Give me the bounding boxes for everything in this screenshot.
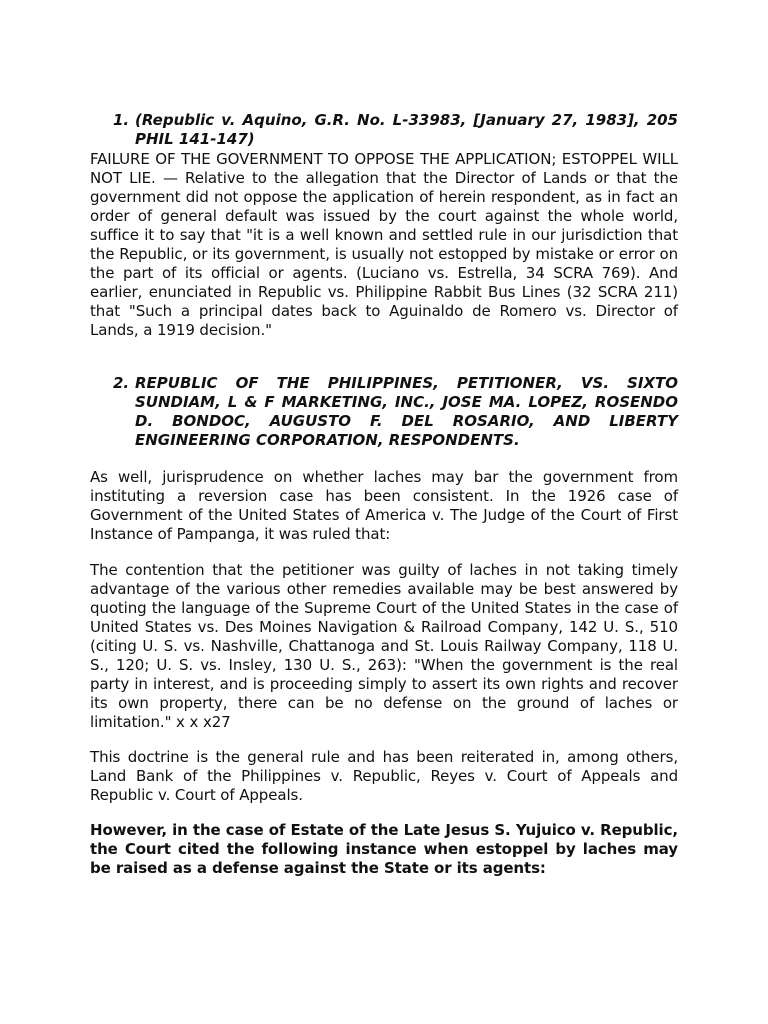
list-number: 2.: [113, 374, 130, 392]
laches-intro-paragraph: As well, jurisprudence on whether laches may bar the government from instituting a reversion case has been consistent. In the 1926 case of Government of the United States of America v. The Judge of the Court of First Instance of Pampanga, it was ruled that:: [90, 468, 678, 543]
case-citation: (Republic v. Aquino, G.R. No. L-33983, [January 27, 1983], 205 PHIL 141-147): [135, 111, 678, 148]
document-page: [90, 111, 678, 878]
case-heading-1: [113, 111, 678, 149]
syllabus-paragraph: FAILURE OF THE GOVERNMENT TO OPPOSE THE APPLICATION; ESTOPPEL WILL NOT LIE. — Relative to the allegation that the Director of Lands or that the government did not oppose the application of herein respondent, as in fact an order of general default was issued by the court against the whole world, suffice it to say that "it is a well known and settled rule in our jurisdiction that the Republic, or its government, is usually not estopped by mistake or error on the part of its official or agents. (Luciano vs. Estrella, 34 SCRA 769). And earlier, enunciated in Republic vs. Philippine Rabbit Bus Lines (32 SCRA 211) that "Such a principal dates back to Aguinaldo de Romero vs. Director of Lands, a 1919 decision.": [90, 150, 678, 339]
doctrine-paragraph: This doctrine is the general rule and has been reiterated in, among others, Land Bank of the Philippines v. Republic, Reyes v. Court of Appeals and Republic v. Court of Appeals.: [90, 748, 678, 804]
laches-quote-paragraph: The contention that the petitioner was guilty of laches in not taking timely advantage of the various other remedies available may be best answered by quoting the language of the Supreme Court of the United States in the case of United States vs. Des Moines Navigation & Railroad Company, 142 U. S., 510 (citing U. S. vs. Nashville, Chattanoga and St. Louis Railway Company, 118 U. S., 120; U. S. vs. Insley, 130 U. S., 263): "When the government is the real party in interest, and is proceeding simply to assert its own rights and recover its own property, there can be no defense on the ground of laches or limitation." x x x27: [90, 561, 678, 731]
case-title: REPUBLIC OF THE PHILIPPINES, PETITIONER, VS. SIXTO SUNDIAM, L & F MARKETING, INC., JOSE MA. LOPEZ, ROSENDO D. BONDOC, AUGUSTO F. DEL ROSARIO, AND LIBERTY ENGINEERING CORPORATION, RESPONDENTS.: [135, 374, 678, 449]
case-heading-2: [113, 374, 678, 450]
list-number: 1.: [113, 111, 130, 129]
exception-paragraph: However, in the case of Estate of the Late Jesus S. Yujuico v. Republic, the Court cited the following instance when estoppel by laches may be raised as a defense against the State or its agents:: [90, 821, 678, 877]
